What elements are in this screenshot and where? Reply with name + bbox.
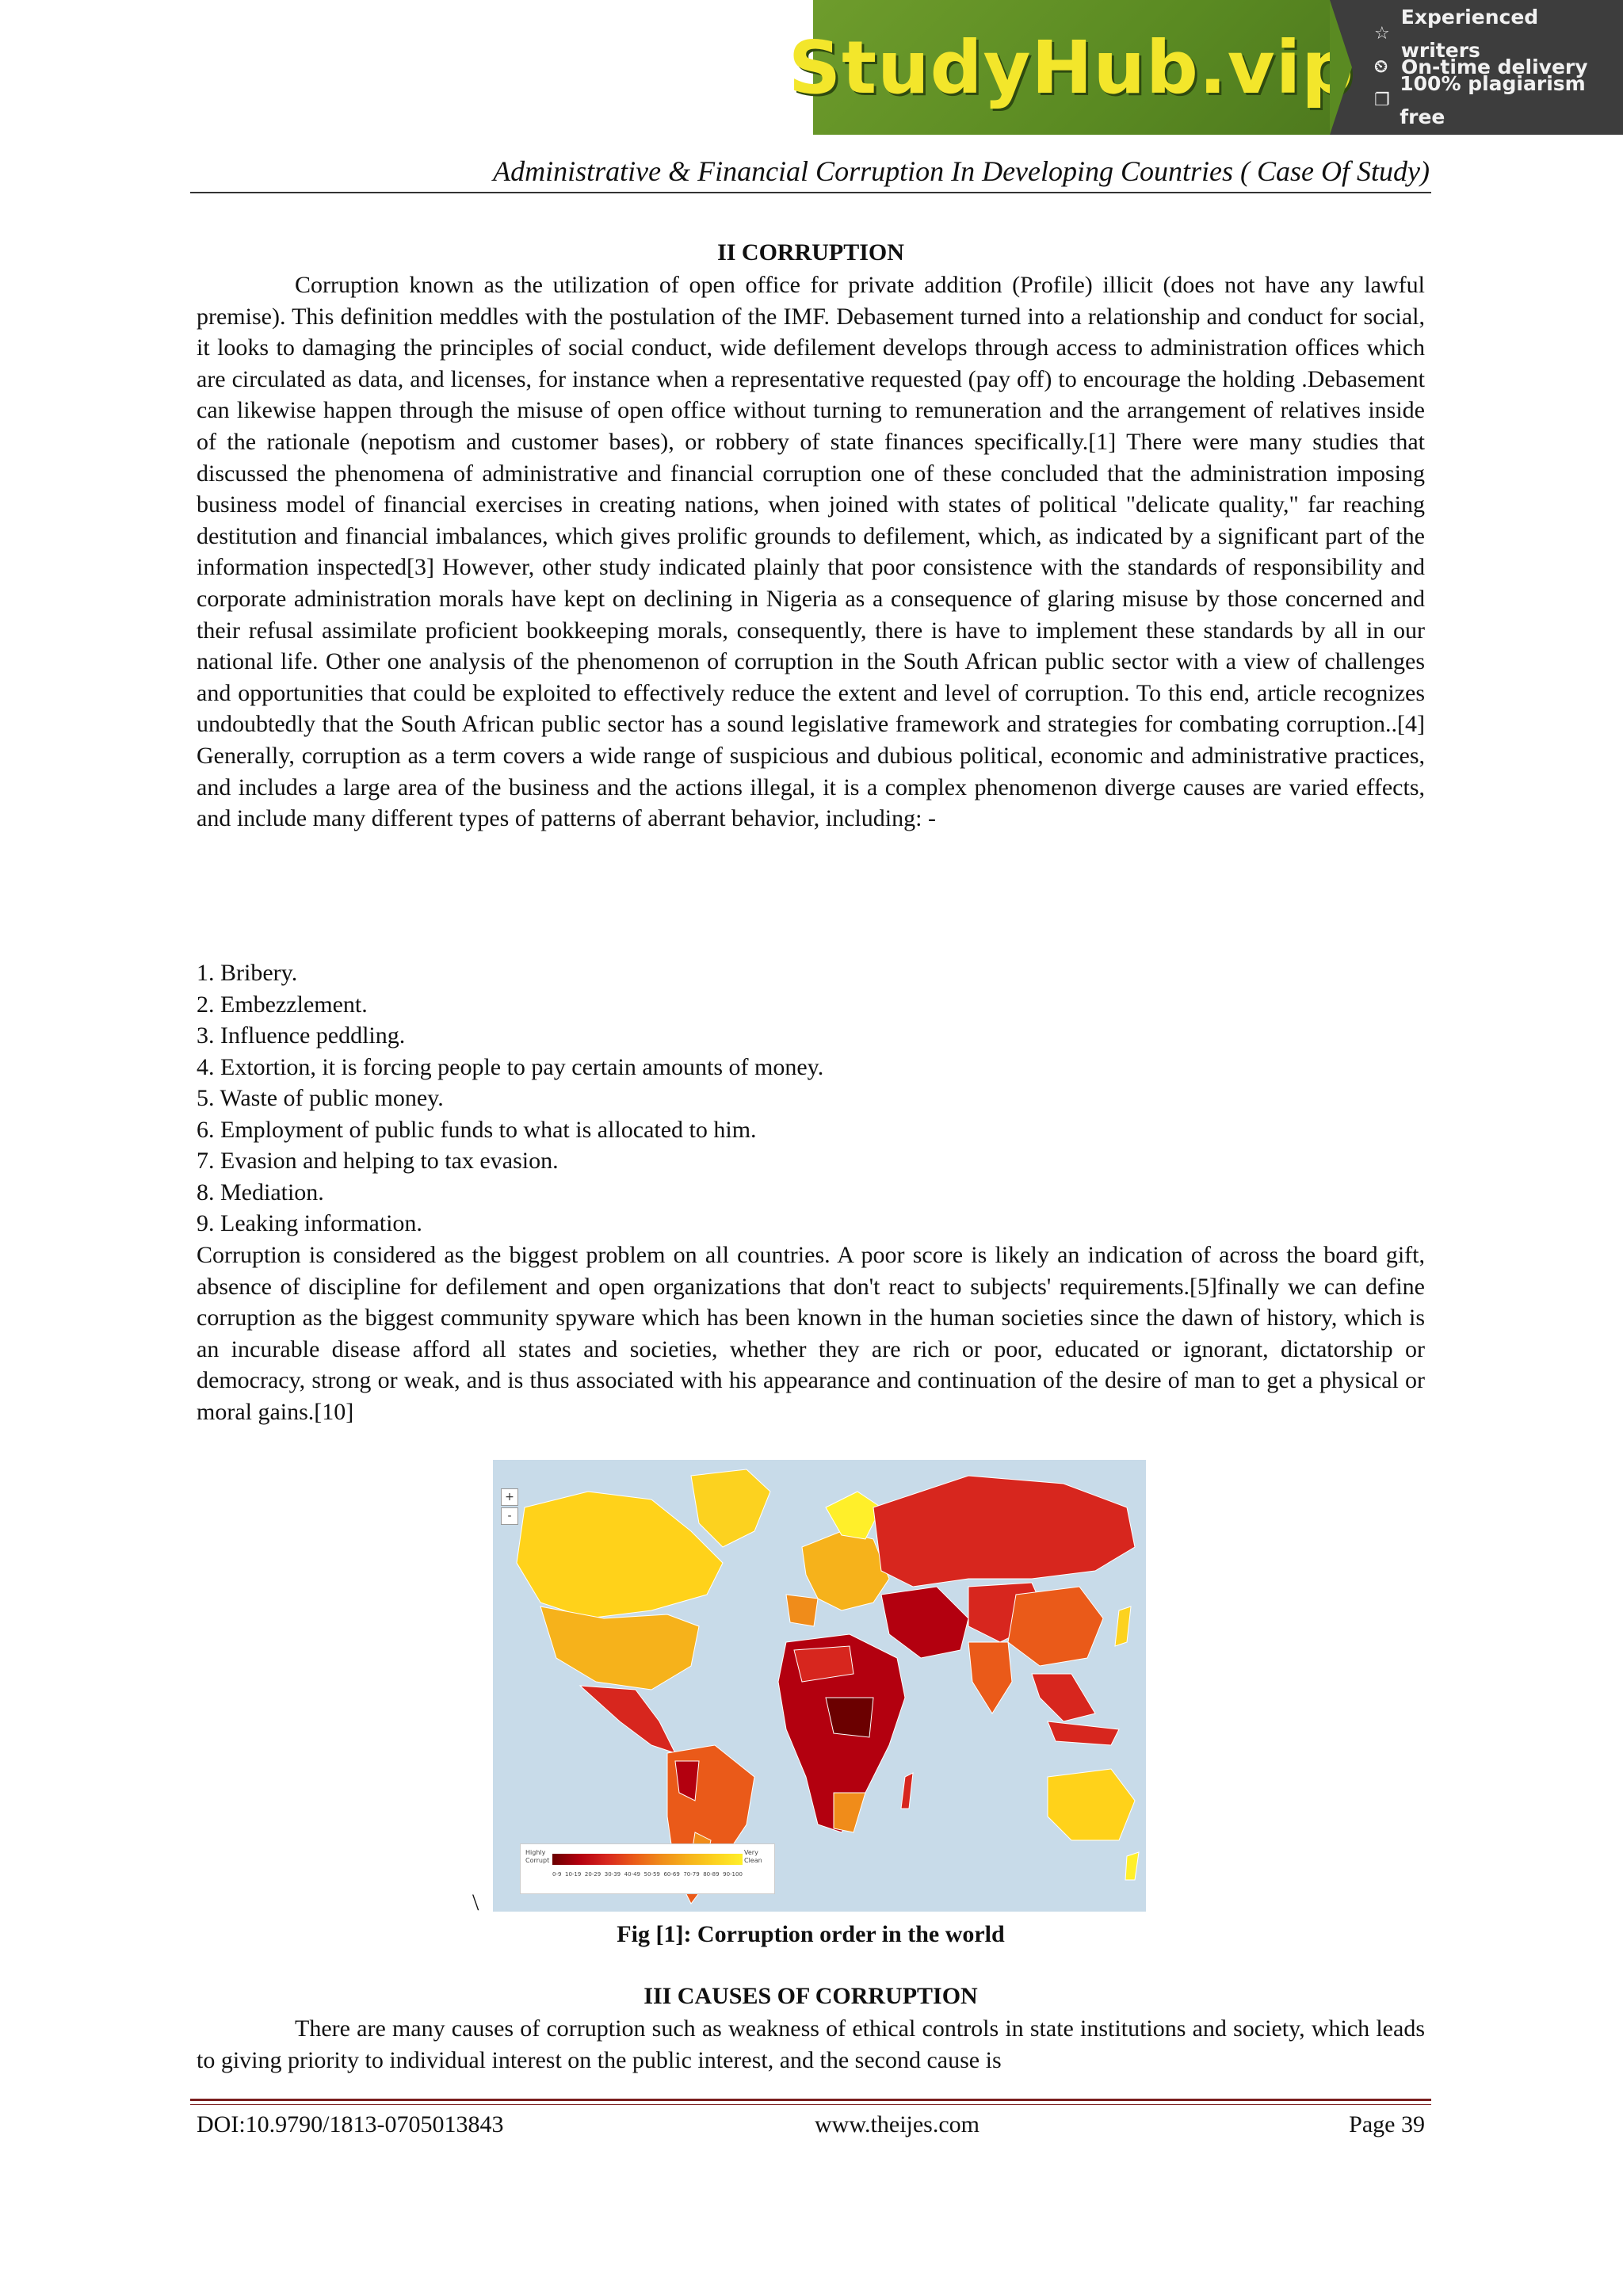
legend-tick: 20-29	[584, 1871, 601, 1878]
footer-doi: DOI:10.9790/1813-0705013843	[197, 2111, 504, 2137]
running-header: Administrative & Financial Corruption In Developing Countries ( Case Of Study)	[493, 155, 1430, 187]
feature-experienced-writers	[1374, 6, 1623, 62]
legend-ticks	[552, 1871, 743, 1878]
legend-tick: 30-39	[604, 1871, 621, 1878]
list-item: 2. Embezzlement.	[197, 991, 368, 1018]
list-item: 5. Waste of public money.	[197, 1085, 444, 1111]
studyhub-banner[interactable]	[788, 0, 1623, 135]
header-rule	[190, 192, 1431, 193]
list-item: 3. Influence peddling.	[197, 1022, 406, 1049]
list-item: 8. Mediation.	[197, 1179, 324, 1205]
map-legend	[520, 1843, 775, 1894]
legend-tick: 70-79	[683, 1871, 700, 1878]
legend-low-label: Highly Corrupt	[525, 1849, 550, 1864]
section-title-causes: III CAUSES OF CORRUPTION	[643, 1983, 978, 2009]
paragraph-corruption-definition: Corruption known as the utilization of open office for private addition (Profile) illicit (does not have any lawful premise). This definition meddles with the postulation of the IMF. Debasement turned into a relationship and conduct for social, it looks to damaging the principles of social conduct, wide defilement develops through access to administration offices which are circulated as data, and licenses, for instance when a representative requested (pay off) to encourage the holding .Debasement can likewise happen through the misuse of open office without turning to remuneration and the arrangement of relatives inside of the rationale (nepotism and customer bases), or robbery of state finances specifically.[1] There were many studies that discussed the phenomena of administrative and financial corruption one of these concluded that the administration imposing business model of financial exercises in creating nations, when joined with states of political "delicate quality," far reaching destitution and financial imbalances, which gives prolific grounds to defilement, which, as indicated by a significant part of the information inspected[3] However, other study indicated plainly that poor consistence with the standards of responsibility and corporate administration morals have kept on declining in Nigeria as a consequence of glaring misuse by those concerned and their refusal assimilate proficient bookkeeping morals, consequently, there is have to implement these standards by all in our national life. Other one analysis of the phenomenon of corruption in the South African public sector with a view of challenges and opportunities that could be exploited to effectively reduce the extent and level of corruption. To this end, article recognizes undoubtedly that the South African public sector has a sound legislative framework and strategies for combating corruption..[4] Generally, corruption as a term covers a wide range of suspicious and dubious political, economic and administrative practices, and includes a large area of the business and the actions illegal, it is a complex phenomenon diverge causes are varied effects, and include many different types of patterns of aberrant behavior, including: -	[197, 272, 1425, 832]
corruption-types-list	[197, 957, 1425, 1240]
legend-tick: 40-49	[624, 1871, 640, 1878]
paragraph-corruption-problem: Corruption is considered as the biggest problem on all countries. A poor score is likely an indication of across the board gift, absence of discipline for defilement and open organizations that don't react to subjects' requirements.[5]finally we can define corruption as the biggest community spyware which has been known in the human societies since the dawn of history, which is an incurable disease afford all states and societies, whether they are rich or poor, educated or ignorant, dictatorship or democracy, strong or weak, and is thus associated with his appearance and continuation of the desire of man to get a physical or moral gains.[10]	[197, 1242, 1425, 1425]
legend-tick: 0-9	[552, 1871, 562, 1878]
list-item: 6. Employment of public funds to what is allocated to him.	[197, 1116, 757, 1143]
footer-rule-thin	[190, 2104, 1431, 2105]
feature-plagiarism-free	[1374, 72, 1623, 128]
clock-icon: ⏲	[1374, 57, 1388, 77]
section-title-corruption: II CORRUPTION	[717, 239, 904, 266]
list-item: 1. Bribery.	[197, 960, 298, 986]
studyhub-logo[interactable]	[788, 0, 1355, 135]
paragraph-causes: There are many causes of corruption such as weakness of ethical controls in state institutions and society, which leads to giving priority to individual interest on the public interest, and the second cause is	[197, 2015, 1425, 2073]
legend-tick: 80-89	[703, 1871, 720, 1878]
legend-tick: 60-69	[663, 1871, 680, 1878]
list-item: 7. Evasion and helping to tax evasion.	[197, 1148, 559, 1174]
feature-label: Experienced writers	[1400, 6, 1539, 62]
world-corruption-map	[493, 1460, 1146, 1912]
footer-rule	[190, 2099, 1431, 2101]
legend-high-label: Very Clean	[744, 1849, 762, 1864]
feature-label: On-time delivery	[1401, 55, 1588, 78]
logo-text: StudyHub.vip	[788, 25, 1355, 110]
banner-features	[1330, 0, 1623, 135]
stray-backslash: \	[472, 1889, 479, 1916]
zoom-in-button[interactable]: +	[501, 1488, 518, 1506]
figure-caption: Fig [1]: Corruption order in the world	[617, 1921, 1005, 1947]
legend-tick: 50-59	[643, 1871, 660, 1878]
list-item: 4. Extortion, it is forcing people to pay certain amounts of money.	[197, 1053, 824, 1080]
footer-page-number: Page 39	[1349, 2111, 1425, 2137]
legend-tick: 90-100	[723, 1871, 743, 1878]
zoom-out-button[interactable]: -	[501, 1507, 518, 1525]
legend-tick: 10-19	[564, 1871, 582, 1878]
star-icon: ☆	[1374, 24, 1390, 44]
footer-website-link[interactable]: www.theijes.com	[815, 2111, 980, 2137]
legend-color-scale	[552, 1854, 743, 1865]
feature-label: 100% plagiarism free	[1400, 72, 1586, 128]
document-check-icon: ❐	[1374, 90, 1390, 110]
list-item: 9. Leaking information.	[197, 1210, 422, 1236]
